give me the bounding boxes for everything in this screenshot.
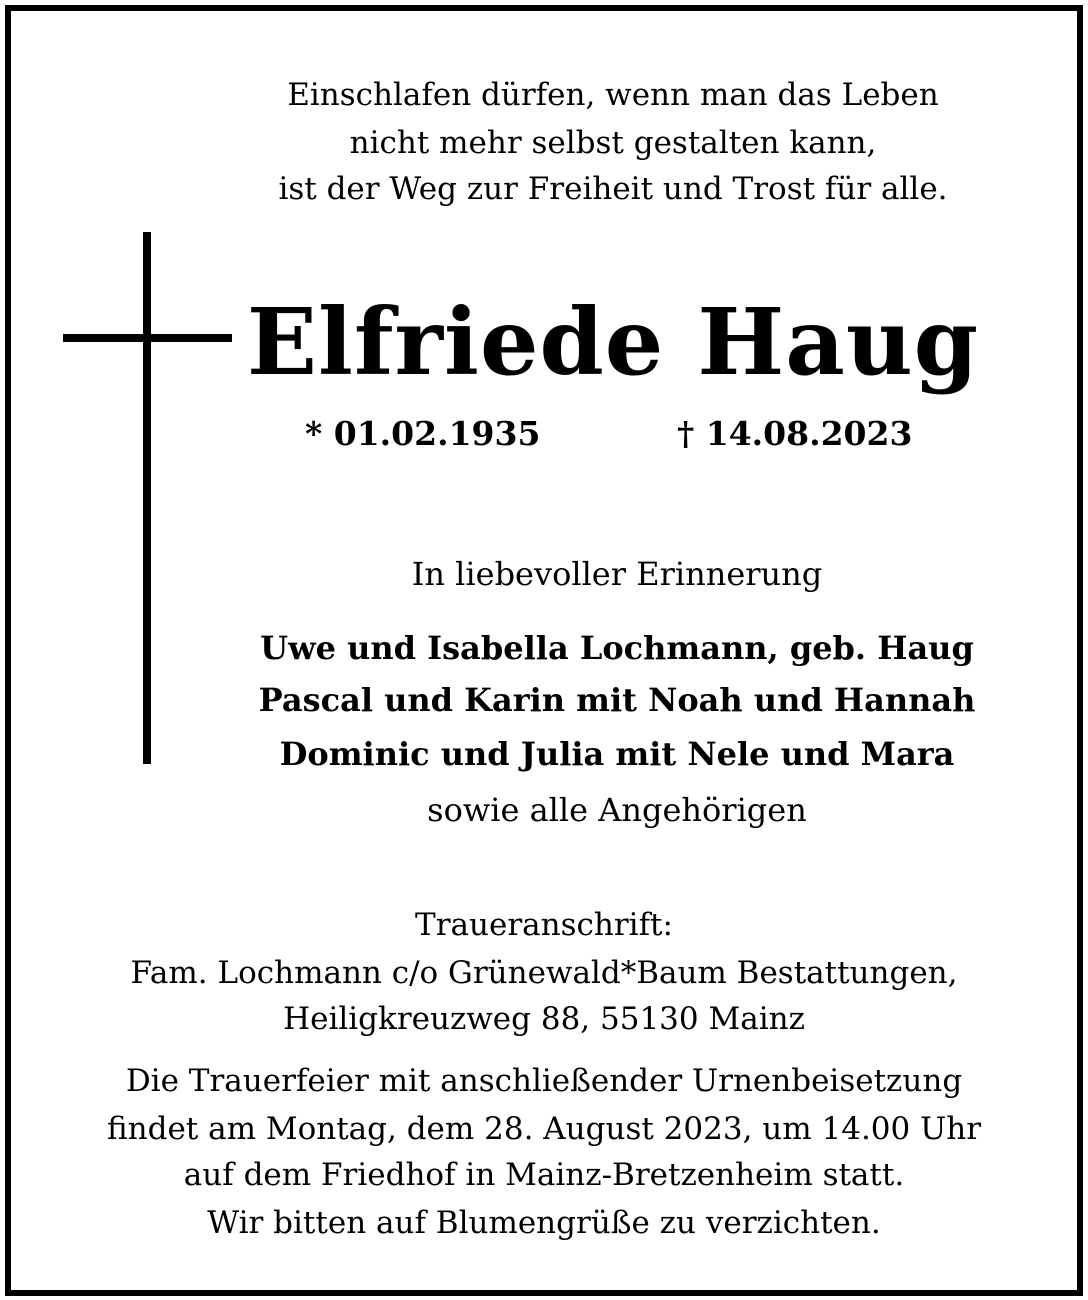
motto-line-3: ist der Weg zur Freiheit und Trost für alle. (278, 171, 948, 207)
death-date: † 14.08.2023 (677, 414, 913, 453)
motto-line-1: Einschlafen dürfen, wenn man das Leben (287, 77, 939, 113)
relatives-line: sowie alle Angehörigen (427, 791, 807, 829)
address-label: Traueranschrift: (415, 907, 673, 943)
funeral-line-2: findet am Montag, dem 28. August 2023, um 14.00 Uhr (106, 1111, 982, 1147)
motto-line-2: nicht mehr selbst gestalten kann, (349, 125, 877, 161)
birth-date: * 01.02.1935 (305, 414, 541, 453)
address-line-1: Fam. Lochmann c/o Grünewald*Baum Bestattungen, (130, 955, 958, 991)
funeral-line-3: auf dem Friedhof in Mainz-Bretzenheim statt. (183, 1157, 905, 1193)
funeral-line-4: Wir bitten auf Blumengrüße zu verzichten. (207, 1205, 881, 1241)
funeral-line-1: Die Trauerfeier mit anschließender Urnenbeisetzung (125, 1063, 963, 1099)
address-line-2: Heiligkreuzweg 88, 55130 Mainz (283, 1001, 805, 1037)
family-line-1: Uwe und Isabella Lochmann, geb. Haug (260, 629, 974, 667)
remembrance-line: In liebevoller Erinnerung (411, 555, 823, 593)
deceased-name: Elfriede Haug (246, 288, 980, 396)
family-line-2: Pascal und Karin mit Noah und Hannah (258, 681, 976, 719)
family-line-3: Dominic und Julia mit Nele und Mara (279, 735, 955, 773)
cross-icon (143, 232, 151, 764)
